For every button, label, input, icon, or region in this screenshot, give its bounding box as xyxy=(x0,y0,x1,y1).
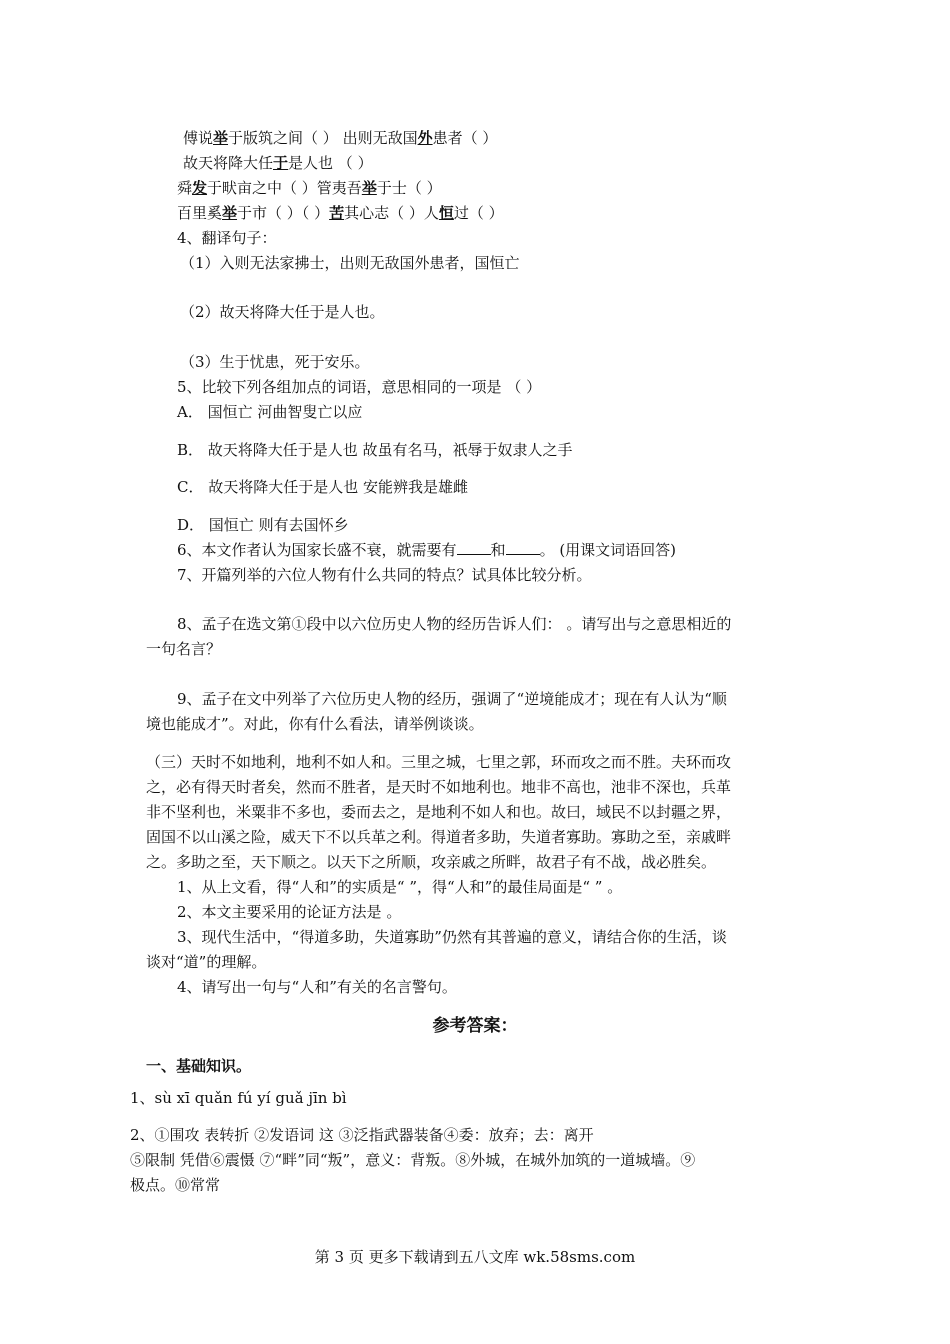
q8-line-1: 8、孟子在选文第①段中以六位历史人物的经历告诉人们： 。请写出与之意思相近的 xyxy=(177,615,732,633)
text: 于士（ ） xyxy=(376,179,442,197)
text: 是人也 （ ） xyxy=(288,154,373,172)
text: 其心志（ ）人 xyxy=(344,204,439,222)
answers-title: 参考答案： xyxy=(432,1016,518,1036)
dotted-word: 恒 xyxy=(438,204,454,222)
q7: 7、开篇列举的六位人物有什么共同的特点？试具体比较分析。 xyxy=(177,566,592,584)
passage3-line-3: 非不坚利也，米粟非不多也，委而去之，是地利不如人和也。故曰，域民不以封疆之界， xyxy=(146,803,732,821)
text: 于版筑之间（ ） 出则无敌国 xyxy=(228,129,418,147)
q6 xyxy=(177,540,676,560)
text: 百里奚 xyxy=(177,204,223,222)
q9-line-1: 9、孟子在文中列举了六位历史人物的经历，强调了“逆境能成才；现在有人认为“顺 xyxy=(177,690,727,708)
q5-option-a: A． 国恒亡 河曲智叟亡以应 xyxy=(177,403,363,421)
dotted-word: 举 xyxy=(222,204,238,222)
text: 于市（ ）（ ） xyxy=(237,204,330,222)
dotted-word: 苦 xyxy=(329,204,345,222)
p3-q3-line-2: 谈对“道”的理解。 xyxy=(146,953,267,971)
page-footer: 第 3 页 更多下载请到五八文库 wk.58sms.com xyxy=(314,1248,636,1266)
text: 患者（ ） xyxy=(432,129,498,147)
answer-2-line-2: ⑤限制 凭借⑥震慑 ⑦“畔”同“叛”，意义：背叛。⑧外城，在城外加筑的一道城墙。⑨ xyxy=(130,1151,696,1169)
dotted-word: 外 xyxy=(417,129,433,147)
text: 故天将降大任 xyxy=(183,154,274,172)
text: 舜 xyxy=(177,179,193,197)
text: 于畎亩之中（ ）管夷吾 xyxy=(207,179,362,197)
passage3-line-5: 之。多助之至，天下顺之。以天下之所顺，攻亲戚之所畔，故君子有不战，战必胜矣。 xyxy=(146,853,717,871)
q5-title: 5、比较下列各组加点的词语，意思相同的一项是 （ ） xyxy=(177,378,542,396)
answer-2-line-3: 极点。⑩常常 xyxy=(130,1176,221,1194)
word-line-2 xyxy=(183,153,373,173)
text: 过（ ） xyxy=(453,204,504,222)
p3-q2: 2、本文主要采用的论证方法是 。 xyxy=(177,903,402,921)
q4-sentence-1: （1）入则无法家拂士，出则无敌国外患者，国恒亡 xyxy=(180,254,520,272)
word-line-4 xyxy=(177,203,504,223)
dotted-word: 于 xyxy=(273,154,289,172)
dotted-word: 发 xyxy=(192,179,208,197)
answer-blank xyxy=(457,540,491,555)
q5-option-d: D． 国恒亡 则有去国怀乡 xyxy=(177,516,349,534)
word-line-3 xyxy=(177,178,442,198)
q4-sentence-3: （3）生于忧患，死于安乐。 xyxy=(180,353,370,371)
answer-1: 1、sù xī quǎn fú yí guǎ jīn bì xyxy=(130,1089,347,1107)
text: 。 (用课文词语回答) xyxy=(539,541,677,559)
dotted-word: 举 xyxy=(361,179,377,197)
text: 傅说 xyxy=(183,129,214,147)
passage3-line-4: 固国不以山溪之险，威天下不以兵革之利。得道者多助，失道者寡助。寡助之至，亲戚畔 xyxy=(146,828,732,846)
p3-q1: 1、从上文看，得“人和”的实质是“ ”，得“人和”的最佳局面是“ ” 。 xyxy=(177,878,623,896)
q8-line-2: 一句名言？ xyxy=(146,640,222,658)
answer-2-line-1: 2、①围攻 表转折 ②发语词 这 ③泛指武器装备④委：放弃；去：离开 xyxy=(130,1126,594,1144)
q4-title: 4、翻译句子： xyxy=(177,229,277,247)
q5-option-c: C． 故天将降大任于是人也 安能辨我是雄雌 xyxy=(177,478,469,496)
text: 6、本文作者认为国家长盛不衰，就需要有 xyxy=(177,541,457,559)
q4-sentence-2: （2）故天将降大任于是人也。 xyxy=(180,303,385,321)
q5-option-b: B． 故天将降大任于是人也 故虽有名马，祇辱于奴隶人之手 xyxy=(177,441,573,459)
answers-section-1: 一、基础知识。 xyxy=(146,1057,252,1075)
answer-blank xyxy=(506,540,540,555)
passage3-line-1: （三）天时不如地利，地利不如人和。三里之城，七里之郭，环而攻之而不胜。夫环而攻 xyxy=(146,753,732,771)
p3-q3-line-1: 3、现代生活中，“得道多助，失道寡助”仍然有其普遍的意义，请结合你的生活，谈 xyxy=(177,928,727,946)
q9-line-2: 境也能成才”。对此，你有什么看法，请举例谈谈。 xyxy=(146,715,484,733)
word-line-1 xyxy=(183,128,497,148)
passage3-line-2: 之，必有得天时者矣，然而不胜者，是天时不如地利也。地非不高也，池非不深也，兵革 xyxy=(146,778,732,796)
dotted-word: 举 xyxy=(213,129,229,147)
text: 和 xyxy=(490,541,506,559)
p3-q4: 4、请写出一句与“人和”有关的名言警句。 xyxy=(177,978,457,996)
